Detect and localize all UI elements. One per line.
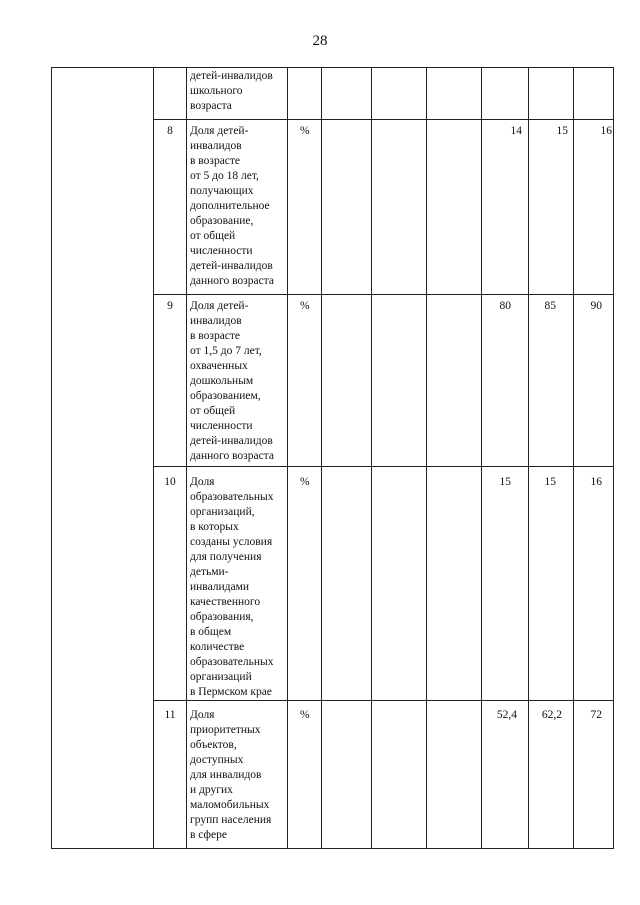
name-line: от общей [190,405,236,417]
value-1: 52,4 [496,709,517,721]
col-line-8 [528,67,529,849]
indicator-name [190,475,274,700]
name-line: в которых [190,521,239,533]
name-line: объектов, [190,739,237,751]
name-line: в общем [190,626,232,638]
col-line-4 [321,67,322,849]
col-line-3 [287,67,288,849]
name-line: приоритетных [190,724,261,736]
name-line: образованием, [190,390,261,402]
row-number: 10 [164,476,176,488]
unit: % [300,125,310,137]
name-line: численности [190,420,253,432]
value-3: 16 [590,476,602,488]
value-2: 15 [556,125,568,137]
name-line: образования, [190,611,254,623]
table-frame [51,67,614,849]
col-line-1 [153,67,154,849]
name-line: организаций, [190,506,255,518]
bottom-line [51,848,614,849]
continued-row-name [190,69,273,114]
name-line: детьми- [190,566,229,578]
name-line: доступных [190,754,244,766]
name-line: детей-инвалидов [190,435,273,447]
name-line: инвалидами [190,581,250,593]
name-line: получающих [190,185,254,197]
page-number: 28 [312,33,328,49]
col-line-9 [573,67,574,849]
row-line-3 [153,466,614,467]
name-line: дошкольным [190,375,254,387]
name-line: в возрасте [190,155,241,167]
value-2: 15 [544,476,556,488]
name-line: организаций [190,671,252,683]
name-line: дополнительное [190,200,270,212]
name-line: данного возраста [190,450,274,462]
value-3: 16 [600,125,612,137]
name-line: качественного [190,596,261,608]
row-line-1 [153,119,614,120]
name-line: инвалидов [190,140,242,152]
name-line: от 5 до 18 лет, [190,170,259,182]
name-line: Доля [190,709,215,721]
indicator-name [190,299,274,464]
value-2: 62,2 [541,709,562,721]
name-line: образование, [190,215,254,227]
indicator-name [190,708,271,843]
value-2: 85 [544,300,556,312]
col-line-5 [371,67,372,849]
row-number: 9 [167,300,173,312]
name-line: для инвалидов [190,769,262,781]
value-1: 14 [510,125,522,137]
row-number: 8 [167,125,173,137]
row-line-4 [153,700,614,701]
unit: % [300,476,310,488]
name-line: Доля детей- [190,300,249,312]
name-line: возраста [190,100,232,112]
name-line: образовательных [190,491,274,503]
row-line-2 [153,294,614,295]
name-line: для получения [190,551,262,563]
name-line: созданы условия [190,536,273,548]
name-line: образовательных [190,656,274,668]
value-1: 80 [499,300,511,312]
col-line-6 [426,67,427,849]
unit: % [300,300,310,312]
name-line: школьного [190,85,243,97]
name-line: в сфере [190,829,227,841]
name-line: от 1,5 до 7 лет, [190,345,262,357]
indicator-name [190,124,274,289]
name-line: детей-инвалидов [190,260,273,272]
name-line: в возрасте [190,330,241,342]
value-3: 90 [590,300,602,312]
name-line: от общей [190,230,236,242]
name-line: в Пермском крае [190,686,272,698]
name-line: Доля детей- [190,125,249,137]
name-line: групп населения [190,814,272,826]
name-line: Доля [190,476,215,488]
name-line: маломобильных [190,799,270,811]
name-line: инвалидов [190,315,242,327]
col-line-7 [481,67,482,849]
col-line-2 [186,67,187,849]
row-number: 11 [164,709,176,721]
name-line: охваченных [190,360,248,372]
value-1: 15 [499,476,511,488]
name-line: и других [190,784,233,796]
name-line: данного возраста [190,275,274,287]
unit: % [300,709,310,721]
value-3: 72 [590,709,602,721]
name-line: количестве [190,641,245,653]
name-line: численности [190,245,253,257]
name-line: детей-инвалидов [190,70,273,82]
